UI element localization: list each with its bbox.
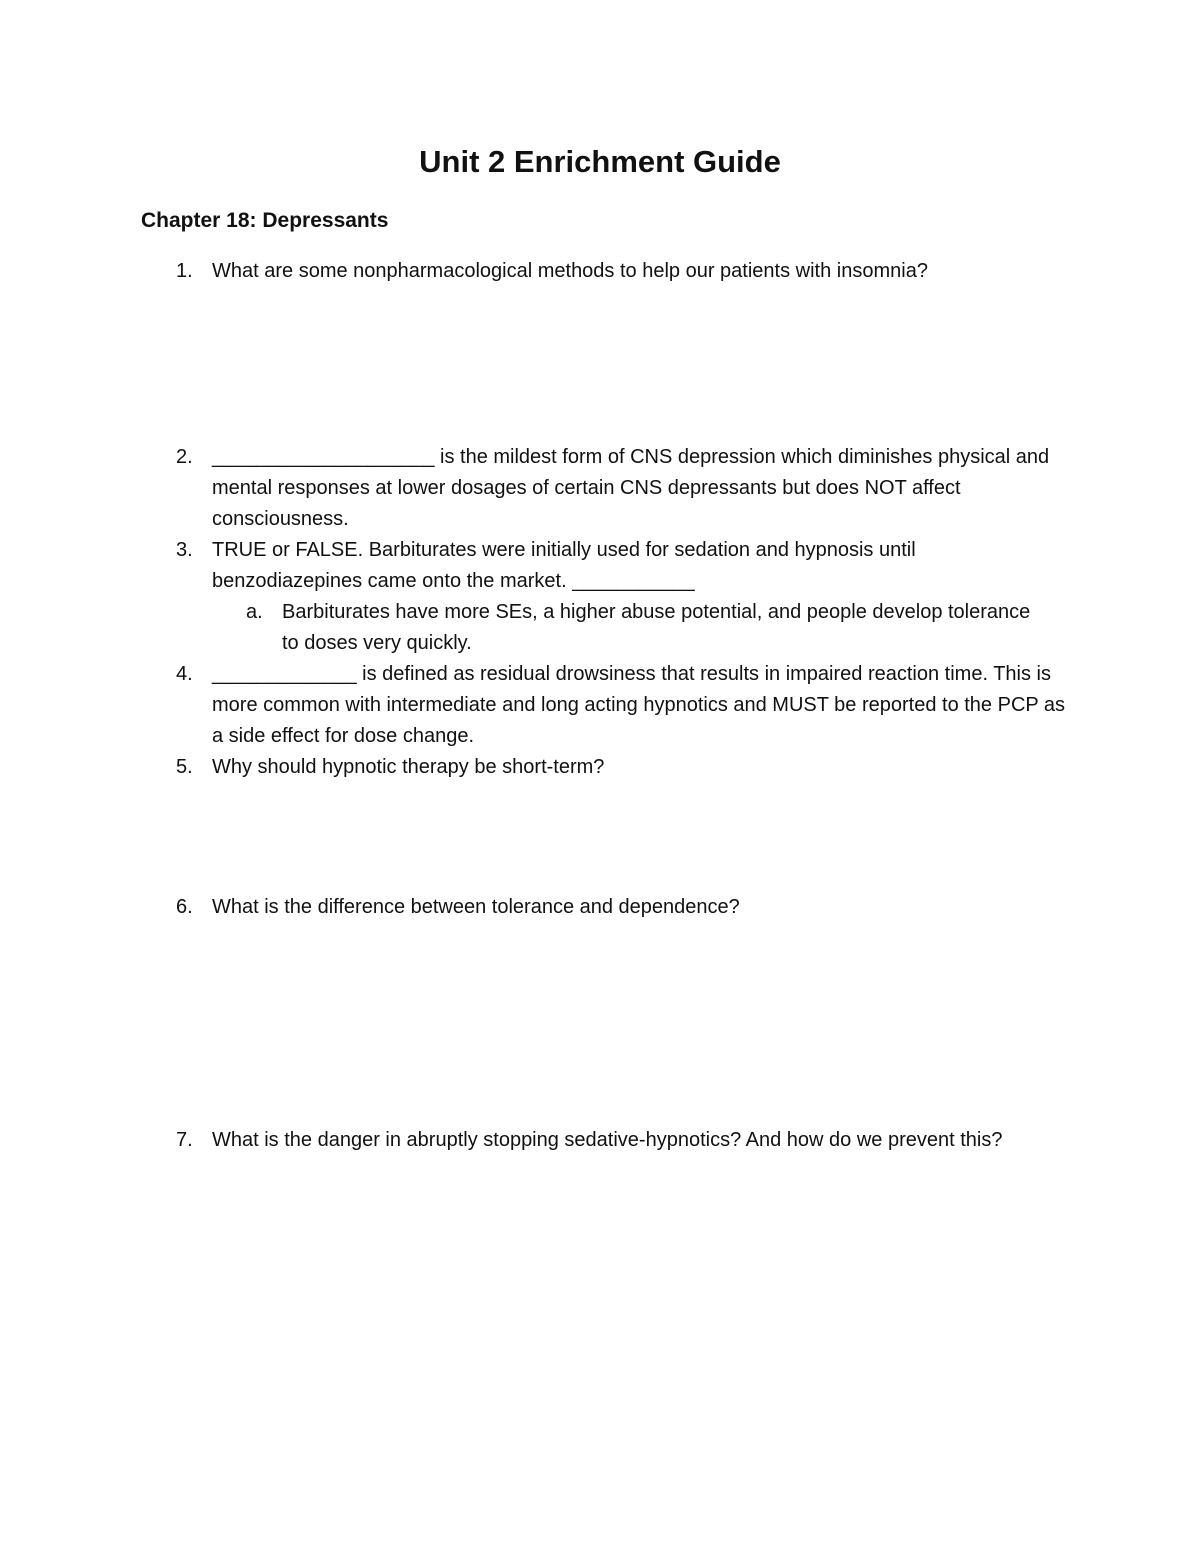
question-text: _____________ is defined as residual drowsiness that results in impaired reaction time. This is more common with intermediate and long acting hypnotics and MUST be reported to the PCP as a side effect for dose change. [212,663,1066,747]
question-text: What is the danger in abruptly stopping sedative-hypnotics? And how do we prevent this? [212,1129,1003,1151]
subitem-letter: a. [246,601,263,623]
question-4 [176,659,1066,752]
question-text: What are some nonpharmacological methods to help our patients with insomnia? [212,260,928,282]
question-1 [176,256,1066,287]
document-title: Unit 2 Enrichment Guide [419,144,781,179]
question-6 [176,892,1066,923]
question-text: Why should hypnotic therapy be short-term? [212,756,605,778]
question-number: 1. [176,260,193,282]
question-text: ____________________ is the mildest form of CNS depression which diminishes physical and mental responses at lower dosages of certain CNS depressants but does NOT affect consciousness. [212,446,1050,530]
question-number: 7. [176,1129,193,1151]
question-number: 3. [176,539,193,561]
chapter-heading: Chapter 18: Depressants [141,209,389,232]
question-number: 4. [176,663,193,685]
subitem-a [246,597,1046,659]
question-3 [176,535,1066,597]
question-number: 2. [176,446,193,468]
question-number: 5. [176,756,193,778]
subitem-text: Barbiturates have more SEs, a higher abuse potential, and people develop tolerance to doses very quickly. [282,601,1031,654]
question-number: 6. [176,896,193,918]
question-text: What is the difference between tolerance and dependence? [212,896,740,918]
question-5 [176,752,1066,783]
question-text: TRUE or FALSE. Barbiturates were initially used for sedation and hypnosis until benzodiazepines came onto the market. ___________ [212,539,916,592]
question-7 [176,1125,1066,1156]
question-2 [176,442,1066,535]
